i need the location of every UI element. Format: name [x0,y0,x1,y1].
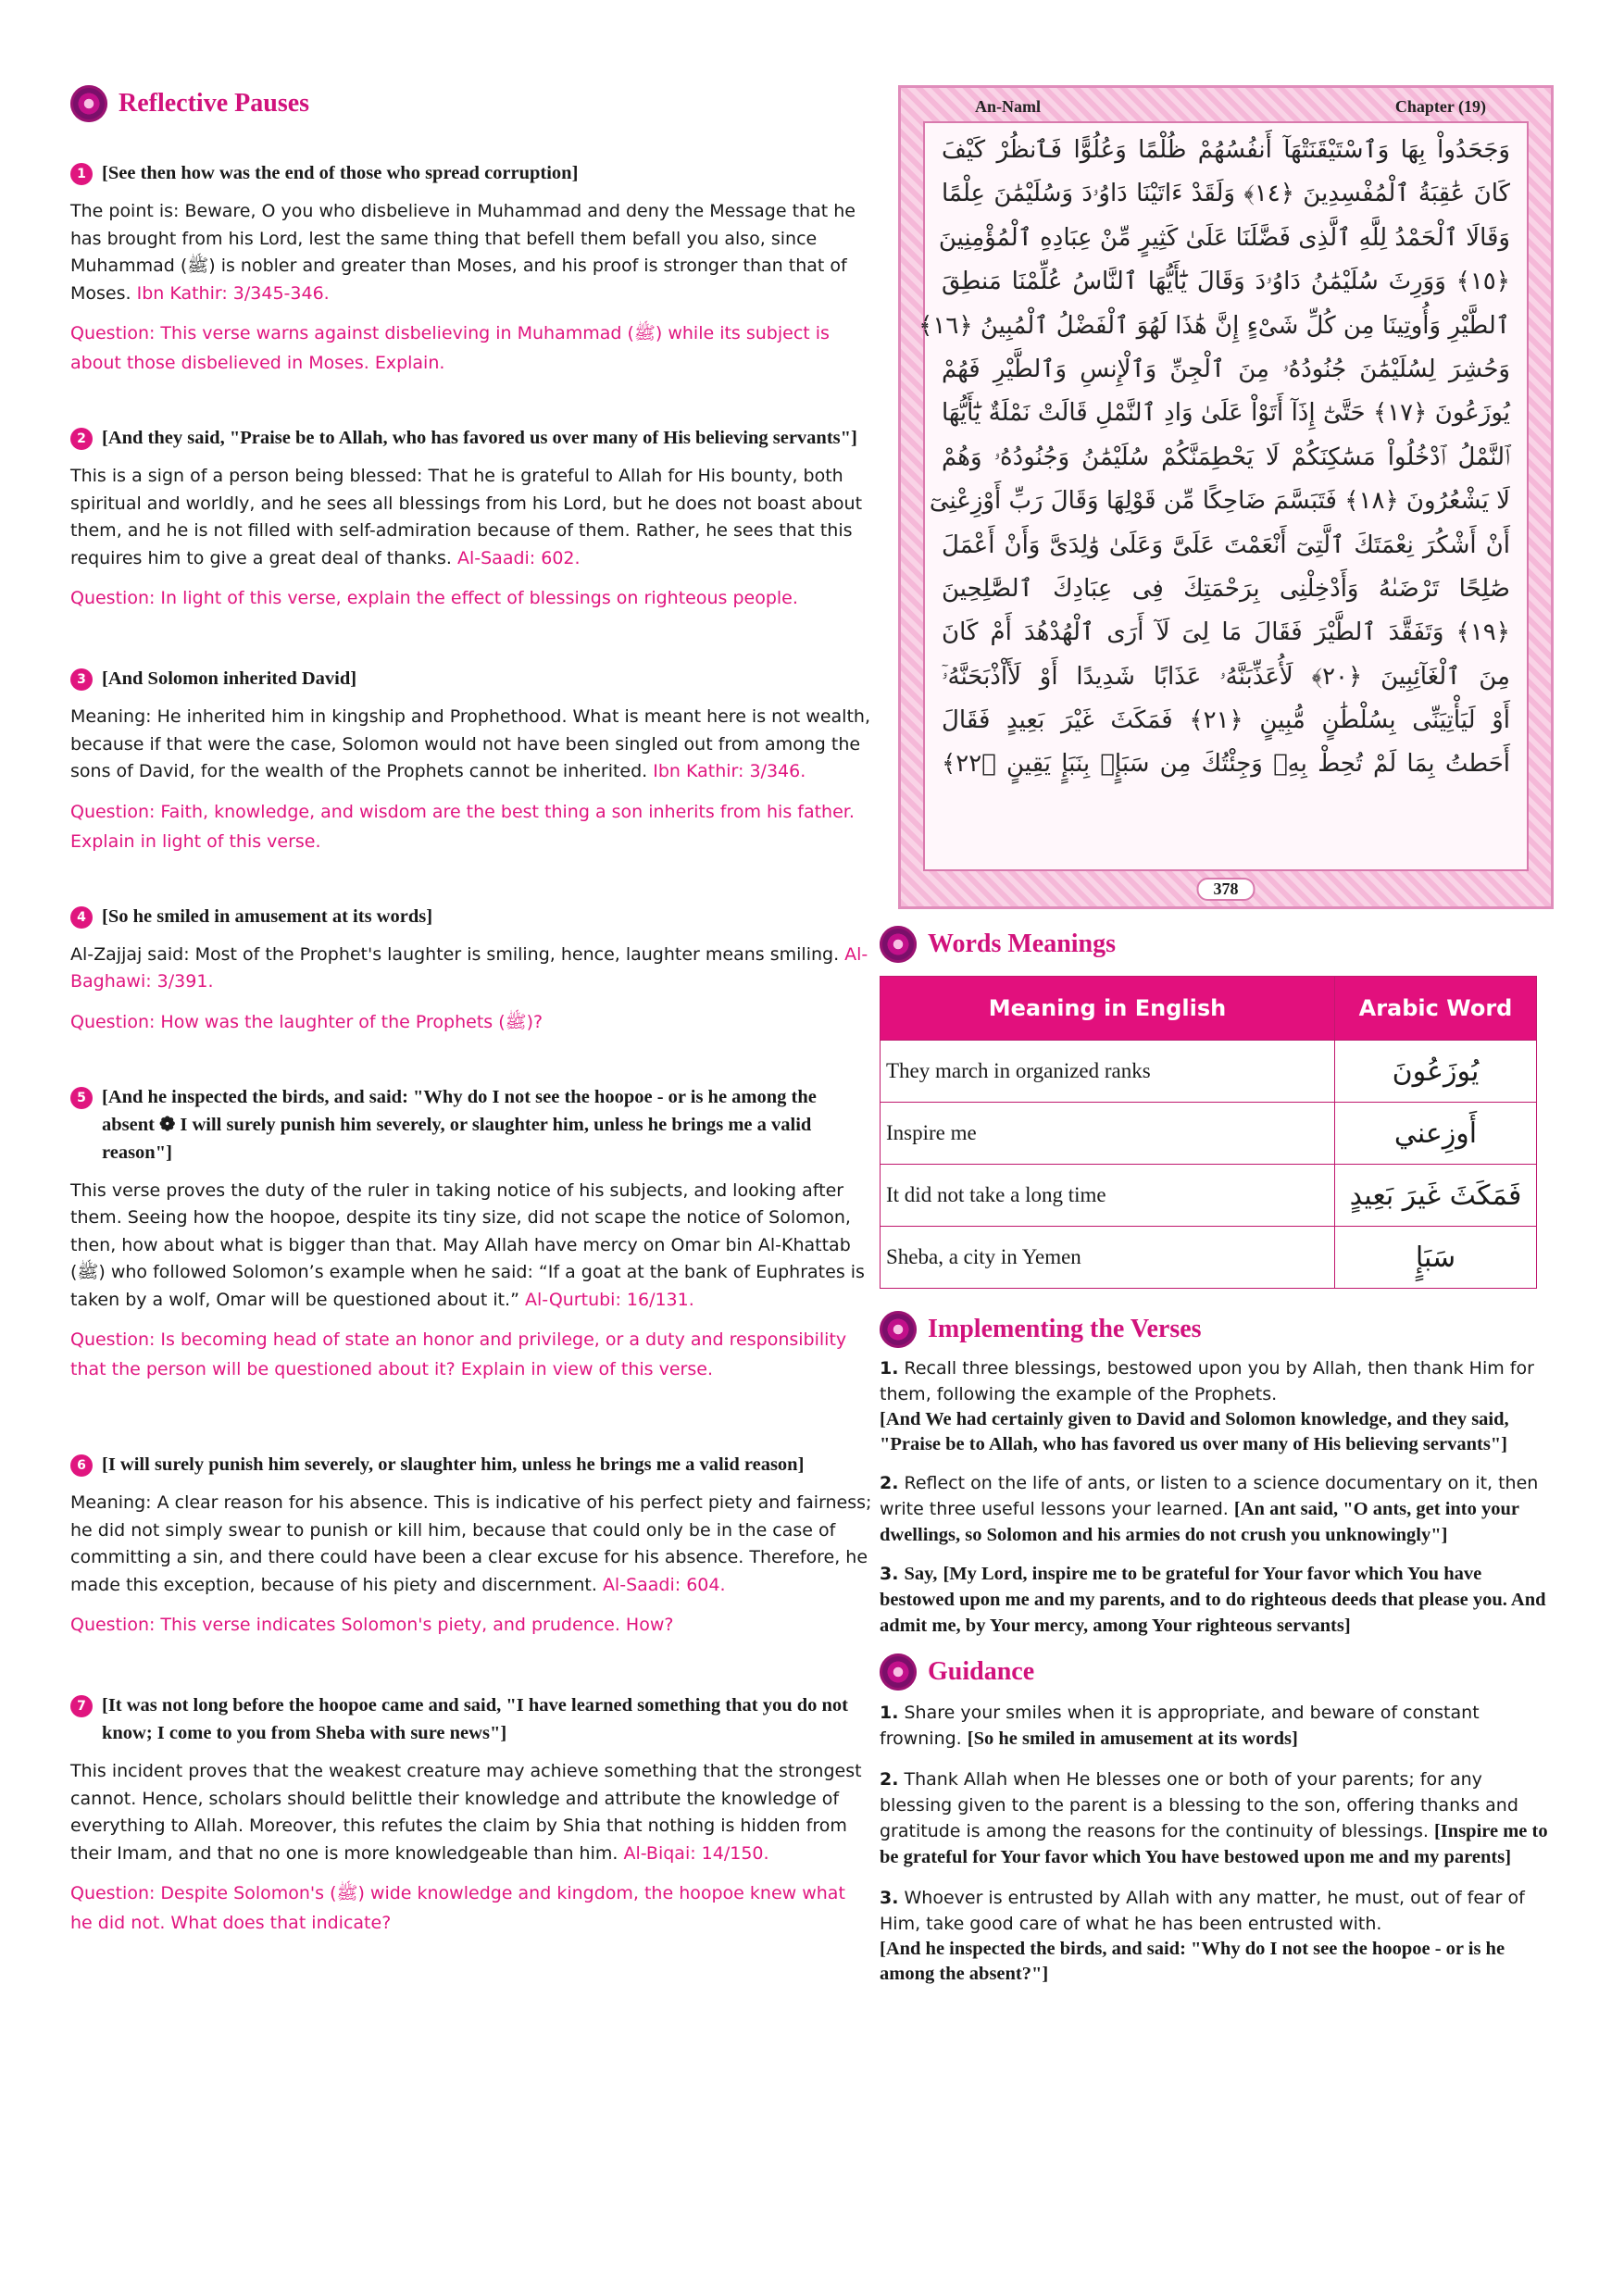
question: Question: In light of this verse, explain the effect of blessings on righteous people. [70,588,798,608]
flower-emblem-icon [880,1311,917,1348]
verse-heading: [See then how was the end of those who spread corruption] [102,163,579,183]
quran-line: وَحُشِرَ لِسُلَيْمَٰنَ جُنُودُهُۥ مِنَ ٱلْجِنِّ وَٱلْإِنسِ وَٱلطَّيْرِ فَهُمْ [942,355,1510,383]
question: Question: How was the laughter of the Prophets (ﷺ)? [70,1011,543,1032]
quran-line: أَحَطتُ بِمَا لَمْ تُحِطْ بِهِۦ وَجِئْتُكَ مِن سَبَإٍۭ بِنَبَإٍ يَقِينٍ ﴿٢٢﴾ [942,750,1510,779]
source-citation: Al-Saadi: 604. [602,1574,726,1595]
quran-line: ٱلطَّيْرِ وَأُوتِينَا مِن كُلِّ شَىْءٍ إِنَّ هَٰذَا لَهُوَ ٱلْفَضْلُ ٱلْمُبِينُ ﴿١٦﴾ [918,311,1510,340]
verse-reference: [An ant said, "O ants, get into your dwellings, so Solomon and his armies do not crush you unknowingly"] [880,1499,1519,1545]
source-citation: Ibn Kathir: 3/346. [653,761,806,781]
number-badge: 2 [70,428,93,450]
commentary: Meaning: He inherited him in kingship and Prophethood. What is meant here is not wealth, because if that were the case, Solomon would not have been singled out from among the sons of David, for the wealth of the Prophets cannot be inherited. Ibn Kathir: 3/346. [70,706,870,781]
reflective-pauses-header [70,85,872,122]
question: Question: Is becoming head of state an honor and privilege, or a duty and responsibility that the person will be questioned about it? Explain in view of this verse. [70,1329,847,1379]
number-badge: 1 [70,163,93,185]
question: Question: Despite Solomon's (ﷺ) wide knowledge and kingdom, the hoopoe knew what he did not. What does that indicate? [70,1883,845,1933]
question: Question: Faith, knowledge, and wisdom are the best thing a son inherits from his father. Explain in light of this verse. [70,801,855,852]
guidance-item-1: 1. Share your smiles when it is appropriate, and beware of constant frowning. [So he smiled in amusement at its words] [880,1703,1480,1749]
column-header-english: Meaning in English [881,977,1335,1041]
table-row [881,1227,1537,1289]
english-meaning: It did not take a long time [881,1165,1335,1227]
verse-reference: [So he smiled in amusement at its words] [967,1728,1298,1749]
commentary: This verse proves the duty of the ruler in taking notice of his subjects, and looking after them. Seeing how the hoopoe, despite its tiny size, did not scape the notice of Solomon, then, how about what is bigger than that. May Allah have mercy on Omar bin Al-Khattab (ﷺ) who followed Solomon’s example when he said: “If a goat at the bank of Euphrates is taken by a wolf, Omar will be questioned about it.” Al-Qurtubi: 16/131. [70,1179,865,1310]
guidance-item-2: 2. Thank Allah when He blesses one or both of your parents; for any blessing given to the parent is a blessing to the son, offering thanks and gratitude is among the reasons for the continuity of blessings. [Inspire me to be grateful for Your favor which You have bestowed upon me and my parents] [880,1769,1548,1867]
quran-page-frame [898,85,1554,909]
pause-2 [70,424,872,613]
table-header-row [881,977,1537,1041]
chapter-label: Chapter (19) [1394,97,1486,116]
quran-line: ﴿١٥﴾ وَوَرِثَ سُلَيْمَٰنُ دَاوُۥدَ وَقَالَ يَٰٓأَيُّهَا ٱلنَّاسُ عُلِّمْنَا مَنطِقَ [942,268,1510,296]
quran-line: صَٰلِحًا تَرْضَىٰهُ وَأَدْخِلْنِى بِرَحْمَتِكَ فِى عِبَادِكَ ٱلصَّٰلِحِينَ [942,574,1510,603]
pause-7 [70,1691,872,1938]
source-citation: Al-Qurtubi: 16/131. [524,1289,694,1310]
quran-text-panel [918,121,1529,871]
number-badge: 5 [70,1087,93,1109]
arabic-word: فَمَكَثَ غَيرَ بَعِيدٍ [1335,1165,1537,1227]
page-number: 378 [1197,878,1255,901]
source-citation: Al-Baghawi: 3/391. [70,943,868,992]
quran-line: لَا يَشْعُرُونَ ﴿١٨﴾ فَتَبَسَّمَ ضَاحِكًا مِّن قَوْلِهَا وَقَالَ رَبِّ أَوْزِعْنِىٓ [929,487,1510,516]
verse-reference: [My Lord, inspire me to be grateful for Your favor which You have bestowed upon me and my parents, and to do righteous deeds that please you. And admit me, by Your mercy, among Your righteous servants] [880,1564,1546,1636]
surah-name: An-Naml [975,97,1041,116]
verse-heading: [And Solomon inherited David] [102,668,357,689]
words-meanings-table [880,976,1537,1289]
english-meaning: They march in organized ranks [881,1041,1335,1103]
verse-reference: [Inspire me to be grateful for Your favor which You have bestowed upon me and my parents] [880,1821,1548,1867]
commentary: The point is: Beware, O you who disbelieve in Muhammad and deny the Message that he has brought from his Lord, lest the same thing that befell them befall you also, since Muhammad (ﷺ) is nobler and greater than Moses, and his proof is stronger than that of Moses. Ibn Kathir: 3/345-346. [70,201,856,304]
verse-reference: [And he inspected the birds, and said: "Why do I not see the hoopoe - or is he among the absent?"] [880,1939,1505,1984]
flower-emblem-icon [70,85,107,122]
table-row [881,1103,1537,1165]
right-column [880,85,1554,1987]
words-meanings-header [880,926,1554,963]
section-title: Reflective Pauses [119,89,310,118]
quran-line: يُوزَعُونَ ﴿١٧﴾ حَتَّىٰٓ إِذَآ أَتَوْاْ عَلَىٰ وَادِ ٱلنَّمْلِ قَالَتْ نَمْلَةٌ يَٰٓأَيُّهَا [942,399,1511,428]
verse-heading: [And they said, "Praise be to Allah, who has favored us over many of His believing servants"] [102,428,857,448]
arabic-word: سَبَإٍ [1335,1227,1537,1289]
implementing-header [880,1311,1554,1348]
source-citation: Ibn Kathir: 3/345-346. [136,282,330,304]
quran-line: أَوْ لَيَأْتِيَنِّى بِسُلْطَٰنٍ مُّبِينٍ ﴿٢١﴾ فَمَكَثَ غَيْرَ بَعِيدٍ فَقَالَ [942,706,1510,735]
arabic-word: أَوزِعني [1335,1103,1537,1165]
question: Question: This verse warns against disbelieving in Muhammad (ﷺ) while its subject is about those disbelieved in Moses. Explain. [70,323,830,373]
quran-line: ﴿١٩﴾ وَتَفَقَّدَ ٱلطَّيْرَ فَقَالَ مَا لِىَ لَآ أَرَى ٱلْهُدْهُدَ أَمْ كَانَ [942,618,1510,647]
quran-line: كَانَ عَٰقِبَةُ ٱلْمُفْسِدِينَ ﴿١٤﴾ وَلَقَدْ ءَاتَيْنَا دَاوُۥدَ وَسُلَيْمَٰنَ عِلْمًا [942,180,1510,208]
commentary: This is a sign of a person being blessed: That he is grateful to Allah for His bounty, both spiritual and worldly, and he sees all blessings from his Lord, but he does not boast about them, and he is not filled with self-admiration because of them. Rather, he sees that this requires him to give a great deal of thanks. Al-Saadi: 602. [70,466,863,568]
quran-line: ٱلنَّمْلُ ٱدْخُلُواْ مَسَٰكِنَكُمْ لَا يَحْطِمَنَّكُمْ سُلَيْمَٰنُ وَجُنُودُهُۥ وَهُمْ [942,443,1510,471]
verse-heading: [And he inspected the birds, and said: "Why do I not see the hoopoe - or is he among the absent ❁ I will surely punish him severely, or slaughter him, unless he brings me a valid reason"] [102,1086,817,1163]
section-title: Guidance [928,1657,1035,1686]
source-citation: Al-Saadi: 602. [456,547,581,568]
quran-line: مِنَ ٱلْغَآئِبِينَ ﴿٢٠﴾ لَأُعَذِّبَنَّهُۥ عَذَابًا شَدِيدًا أَوْ لَأَاْذْبَحَنَّهُۥٓ [942,662,1510,691]
section-title: Implementing the Verses [928,1315,1202,1343]
question: Question: This verse indicates Solomon's piety, and prudence. How? [70,1615,674,1635]
verse-heading: [So he smiled in amusement at its words] [102,905,433,927]
commentary: Al-Zajjaj said: Most of the Prophet's laughter is smiling, hence, laughter means smiling. Al-Baghawi: 3/391. [70,943,868,992]
reflective-pauses-column [70,85,872,1938]
column-header-arabic: Arabic Word [1335,977,1537,1041]
implementing-item-3: 3. Say, [My Lord, inspire me to be grateful for Your favor which You have bestowed upon me and my parents, and to do righteous deeds that please you. And admit me, by Your mercy, among Your righteous servants] [880,1564,1546,1636]
table-row [881,1041,1537,1103]
flower-emblem-icon [880,1653,917,1691]
english-meaning: Inspire me [881,1103,1335,1165]
number-badge: 3 [70,668,93,691]
arabic-word: يُوزَعُونَ [1335,1041,1537,1103]
pause-4 [70,903,872,1037]
verse-reference: [And We had certainly given to David and Solomon knowledge, and they said, "Praise be to Allah, who has favored us over many of His believing servants"] [880,1409,1509,1454]
number-badge: 4 [70,906,93,929]
number-badge: 6 [70,1454,93,1477]
table-row [881,1165,1537,1227]
commentary: This incident proves that the weakest creature may achieve something that the strongest cannot. Hence, scholars should belittle their knowledge and attribute the knowledge of everything to Allah. Moreover, this refutes the claim by Shia that nothing is hidden from their Imam, and that no one is more knowledgeable than him. Al-Biqai: 14/150. [70,1761,862,1864]
quran-line: وَقَالَا ٱلْحَمْدُ لِلَّهِ ٱلَّذِى فَضَّلَنَا عَلَىٰ كَثِيرٍ مِّنْ عِبَادِهِ ٱلْمُؤْمِنِينَ [938,223,1510,252]
quran-line: وَجَحَدُواْ بِهَا وَٱسْتَيْقَنَتْهَآ أَنفُسُهُمْ ظُلْمًا وَعُلُوًّا فَٱنظُرْ كَيْفَ [942,136,1510,164]
verse-heading: [It was not long before the hoopoe came and said, "I have learned something that you do not know; I come to you from Sheba with sure news"] [102,1695,848,1743]
pause-5 [70,1083,872,1385]
pause-3 [70,665,872,856]
guidance-item-3: 3. Whoever is entrusted by Allah with any matter, he must, out of fear of Him, take good care of what he has been entrusted with. [And he inspected the birds, and said: "Why do I not see the hoopoe - or is he among the absent?"] [880,1885,1554,1987]
section-title: Words Meanings [928,930,1117,958]
english-meaning: Sheba, a city in Yemen [881,1227,1335,1289]
implementing-item-2: 2. Reflect on the life of ants, or listen to a science documentary on it, then write three useful lessons your learned. [An ant said, "O ants, get into your dwellings, so Solomon and his armies do not crush you unknowingly"] [880,1473,1539,1545]
flower-emblem-icon [880,926,917,963]
source-citation: Al-Biqai: 14/150. [623,1842,769,1864]
implementing-item-1: 1. Recall three blessings, bestowed upon you by Allah, then thank Him for them, following the example of the Prophets. [And We had certainly given to David and Solomon knowledge, and they said, "Praise be to Allah, who has favored us over many of His believing servants"] [880,1355,1554,1457]
quran-line: أَنْ أَشْكُرَ نِعْمَتَكَ ٱلَّتِىٓ أَنْعَمْتَ عَلَىَّ وَعَلَىٰ وَٰلِدَىَّ وَأَنْ أَعْمَلَ [942,530,1510,559]
number-badge: 7 [70,1695,93,1717]
guidance-header [880,1653,1554,1691]
commentary: Meaning: A clear reason for his absence. This is indicative of his perfect piety and fairness; he did not simply swear to punish or kill him, because that could only be in the case of committing a sin, and there could have been a clear excuse for his absence. Therefore, he made this exception, because of his piety and discernment. Al-Saadi: 604. [70,1492,872,1595]
pause-6 [70,1451,872,1640]
pause-1 [70,159,872,378]
verse-heading: [I will surely punish him severely, or slaughter him, unless he brings me a valid reason] [102,1454,805,1475]
